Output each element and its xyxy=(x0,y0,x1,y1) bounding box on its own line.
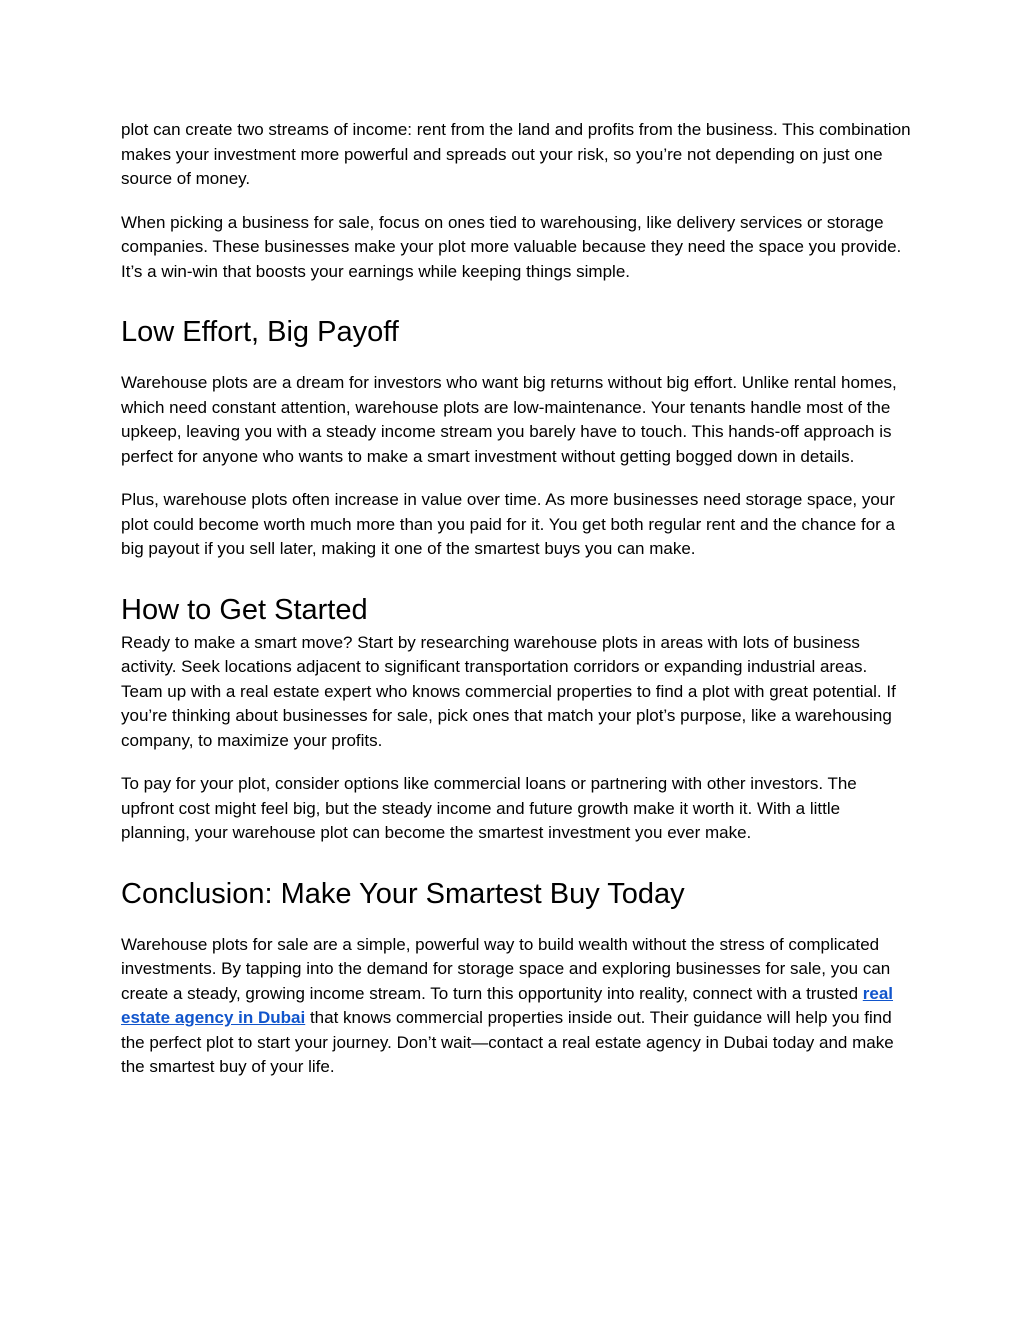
heading-conclusion: Conclusion: Make Your Smartest Buy Today xyxy=(121,877,685,910)
heading-get-started: How to Get Started xyxy=(121,593,368,626)
real-estate-agency-link[interactable]: real estate agency in Dubai xyxy=(121,983,894,1027)
paragraph-research: Ready to make a smart move? Start by researching warehouse plots in areas with lots of business activity. Seek locations adjacent to significant transportation corridors or expanding industrial areas. Team up with a real estate expert who knows commercial properties to find a plot with great potential. If you’re thinking about businesses for sale, pick ones that match your plot’s purpose, like a warehousing company, to maximize your profits. xyxy=(121,632,896,750)
heading-low-effort: Low Effort, Big Payoff xyxy=(121,316,399,348)
document-page xyxy=(121,118,911,1080)
paragraph-income-streams: plot can create two streams of income: rent from the land and profits from the business. This combination makes your investment more powerful and spreads out your risk, so you’re not depending on just one source of money. xyxy=(121,120,911,188)
paragraph-conclusion xyxy=(121,933,911,1080)
paragraph-value-increase: Plus, warehouse plots often increase in value over time. As more businesses need storage space, your plot could become worth much more than you paid for it. You get both regular rent and the chance for a big payout if you sell later, making it one of the smartest buys you can make. xyxy=(121,490,895,558)
paragraph-financing: To pay for your plot, consider options like commercial loans or partnering with other investors. The upfront cost might feel big, but the steady income and future growth make it worth it. With a little planning, your warehouse plot can become the smartest investment you ever make. xyxy=(121,774,857,842)
paragraph-business-for-sale: When picking a business for sale, focus on ones tied to warehousing, like delivery services or storage companies. These businesses make your plot more valuable because they need the space you provide. It’s a win-win that boosts your earnings while keeping things simple. xyxy=(121,212,902,281)
conclusion-text-after: that knows commercial properties inside out. Their guidance will help you find the perfect plot to start your journey. Don’t wait—contact a real estate agency in Dubai today and make the smartest buy of your life. xyxy=(121,1008,894,1076)
paragraph-low-maintenance: Warehouse plots are a dream for investors who want big returns without big effort. Unlike rental homes, which need constant attention, warehouse plots are low-maintenance. Your tenants handle most of the upkeep, leaving you with a steady income stream you barely have to touch. This hands-off approach is perfect for anyone who wants to make a smart investment without getting bogged down in details. xyxy=(121,373,897,466)
conclusion-text-before: Warehouse plots for sale are a simple, powerful way to build wealth without the stress of complicated investments. By tapping into the demand for storage space and exploring businesses for sale, you can create a steady, growing income stream. To turn this opportunity into reality, connect with a trusted xyxy=(121,934,891,1003)
